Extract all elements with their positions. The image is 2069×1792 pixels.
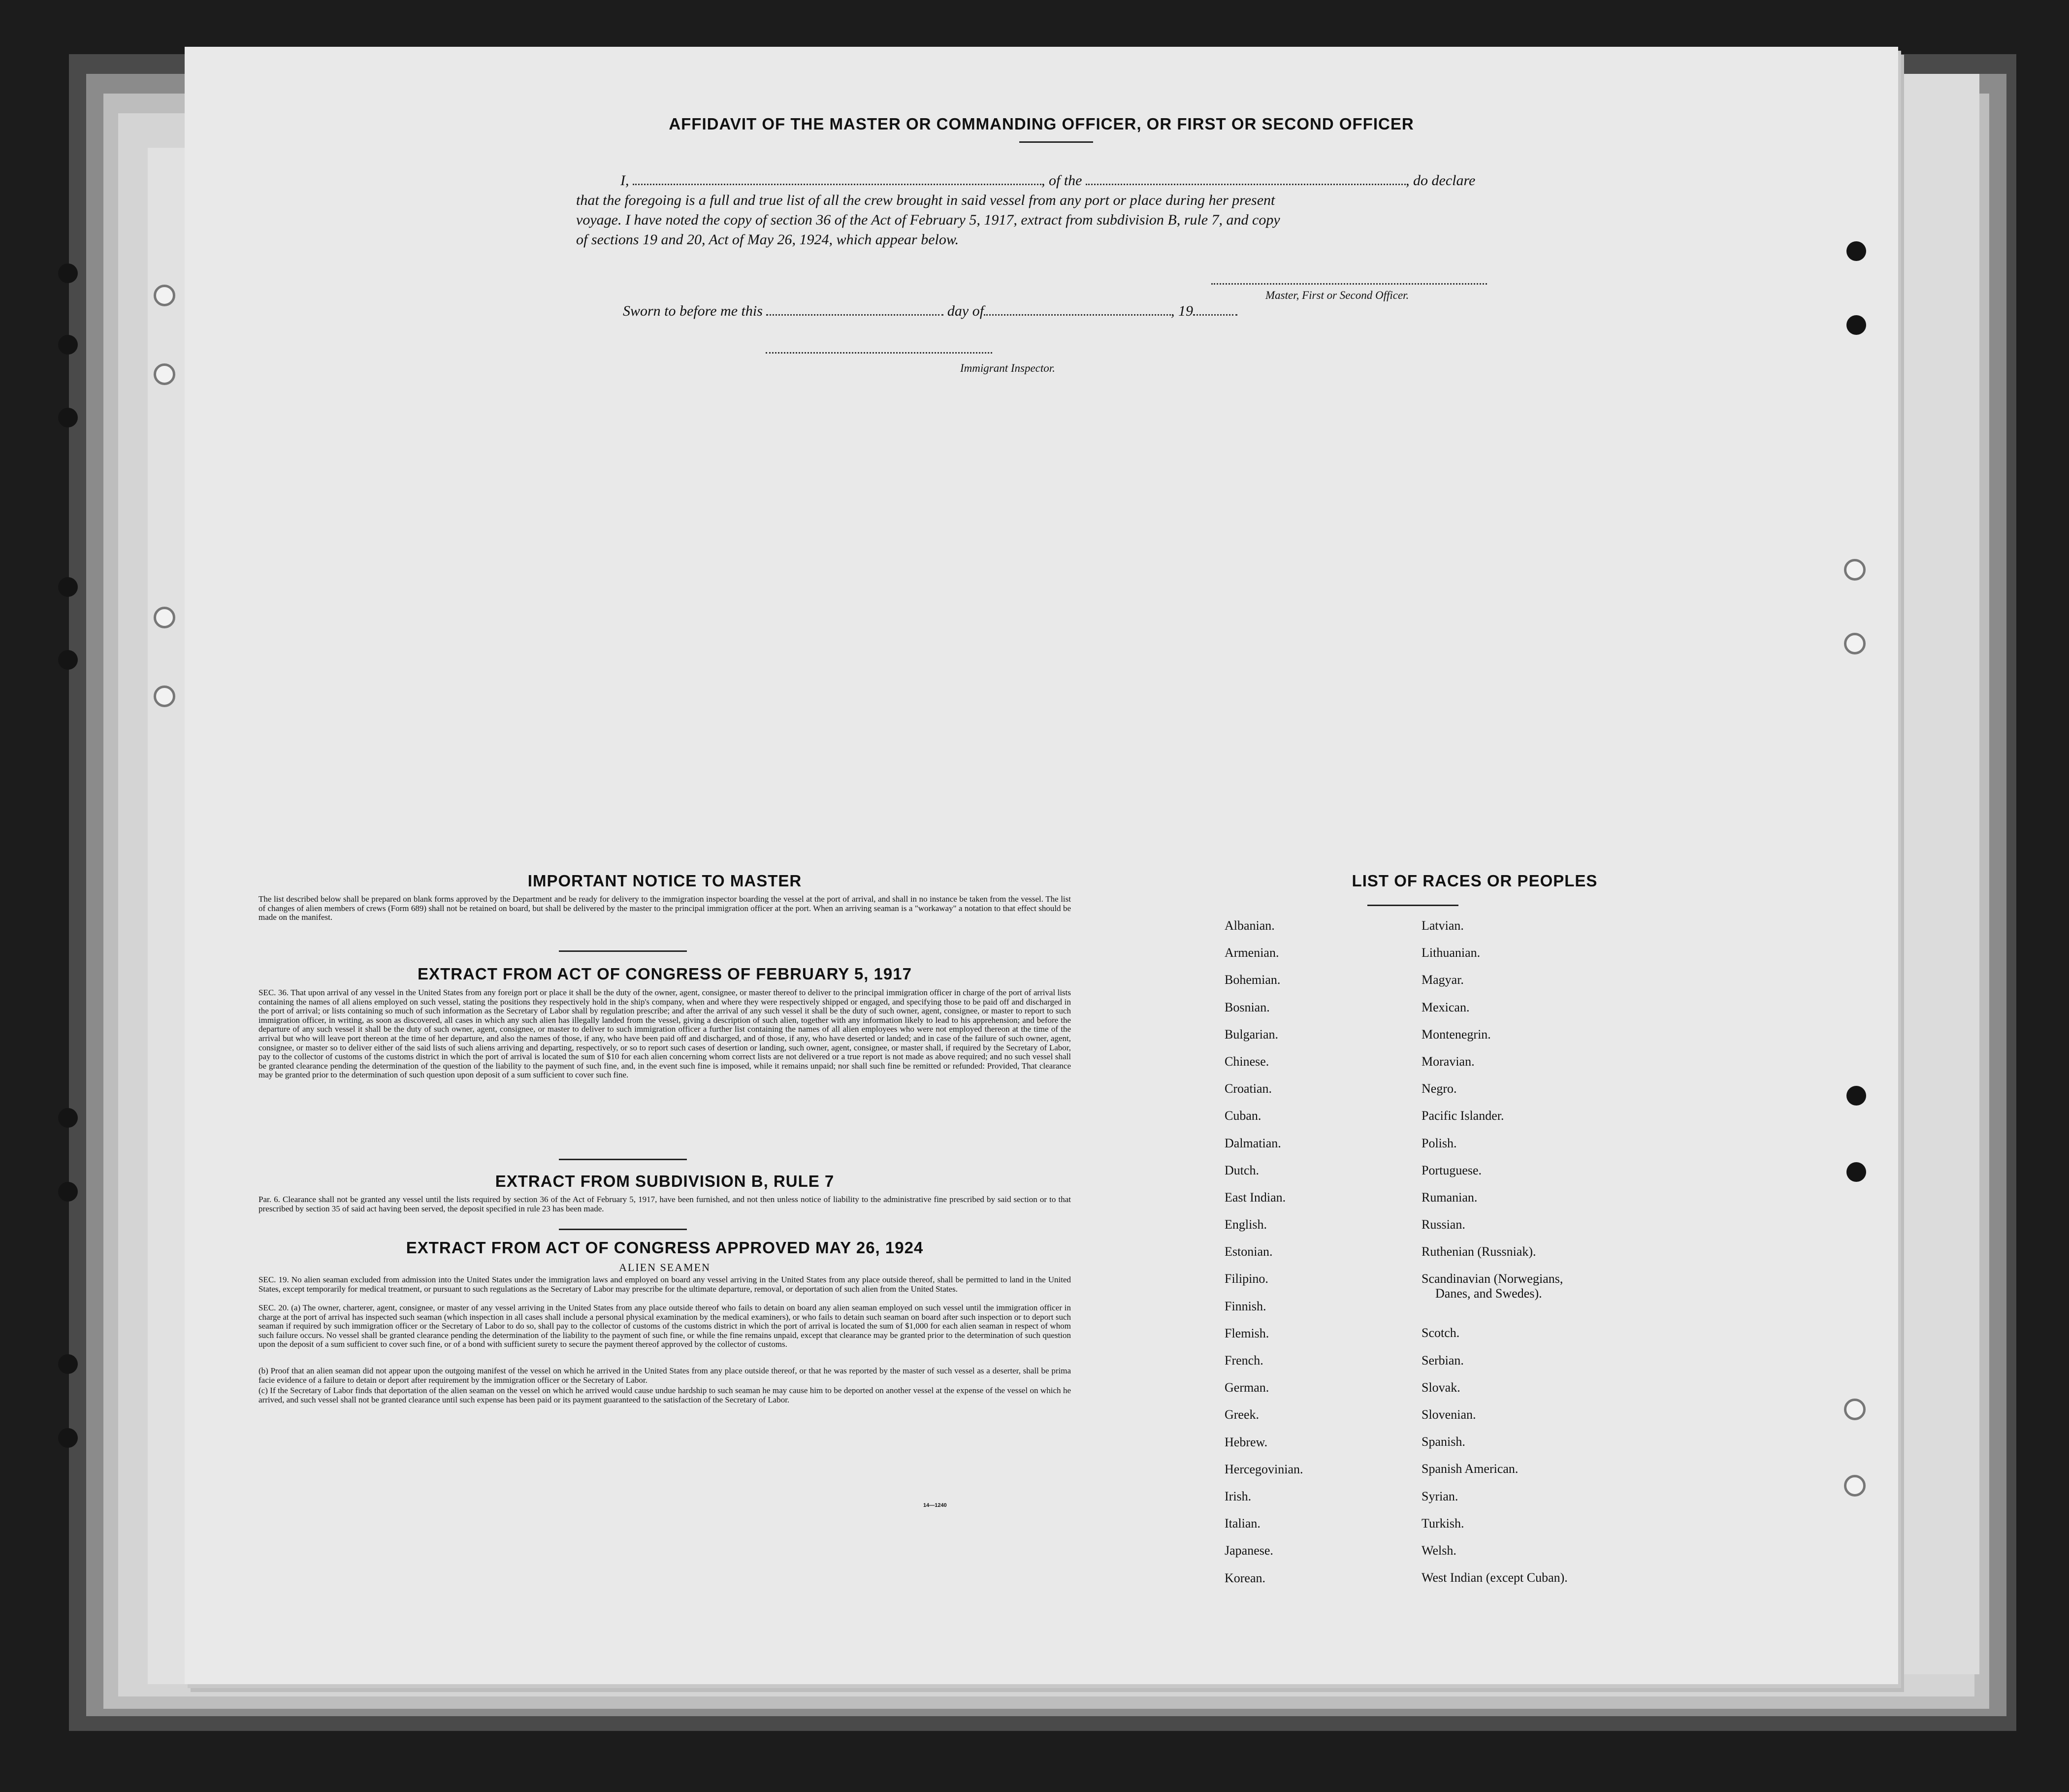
race-item: Bosnian. — [1225, 1000, 1270, 1014]
punch-hole — [1844, 1475, 1866, 1497]
divider — [1367, 905, 1458, 906]
race-item: Polish. — [1422, 1136, 1457, 1150]
extract-1924-sec19: SEC. 19. No alien seaman excluded from admission into the United States under the immigration laws and employed on board any vessel arriving in the United States from any place outside thereof, shall be permitted to land in the United States, except temporarily for medical treatment, or pursuant to such regulations as the Secretary of Labor may prescribe for the ultimate departure, removal, or deportation of such alien from the United States. — [259, 1275, 1071, 1294]
sworn-month-blank[interactable] — [984, 304, 1171, 316]
race-item: Rumanian. — [1422, 1190, 1478, 1205]
race-item: German. — [1225, 1380, 1269, 1395]
race-item: Slovak. — [1422, 1380, 1460, 1395]
race-item: English. — [1225, 1217, 1267, 1232]
sworn-year-blank[interactable] — [1193, 304, 1237, 316]
race-item: Welsh. — [1422, 1543, 1456, 1558]
race-item: Dutch. — [1225, 1163, 1260, 1177]
race-item: Bohemian. — [1225, 973, 1281, 987]
affidavit-line-2: that the foregoing is a full and true list of all the crew brought in said vessel from any port or place during her present — [576, 192, 1275, 208]
race-item: Flemish. — [1225, 1326, 1269, 1340]
sworn-end: , 19 — [1171, 303, 1194, 319]
race-item: Greek. — [1225, 1407, 1260, 1422]
race-item: Scotch. — [1422, 1326, 1460, 1340]
races-title: LIST OF RACES OR PEOPLES — [1352, 872, 1598, 890]
affidavit-line1-mid: , of the — [1041, 172, 1082, 189]
punch-hole — [58, 335, 78, 355]
race-item: Spanish American. — [1422, 1462, 1519, 1476]
punch-hole — [154, 685, 175, 707]
inspector-signature-blank[interactable] — [766, 352, 992, 354]
punch-hole — [1846, 1086, 1866, 1106]
race-item: Pacific Islander. — [1422, 1108, 1504, 1123]
race-item: Moravian. — [1422, 1054, 1475, 1069]
extract-1924-sec20c: (c) If the Secretary of Labor finds that deportation of the alien seaman on the vessel on which he arrived would cause undue hardship to such seaman he may cause him to be deported on another vessel at the expense of the vessel on which he arrived, and such vessel shall not be granted clearance until such expense has been paid or its payment guaranteed to the satisfaction of the Secretary of Labor. — [259, 1386, 1071, 1404]
divider — [559, 950, 687, 952]
sworn-line — [623, 303, 1237, 320]
race-item: Cuban. — [1225, 1108, 1261, 1123]
race-item: Finnish. — [1225, 1299, 1266, 1313]
sworn-start: Sworn to before me this — [623, 303, 763, 319]
affidavit-line-4: of sections 19 and 20, Act of May 26, 1924, which appear below. — [576, 231, 959, 248]
name-blank[interactable] — [633, 174, 1041, 185]
race-item: Negro. — [1422, 1081, 1457, 1096]
extract-1924-sec20a: SEC. 20. (a) The owner, charterer, agent, consignee, or master of any vessel arriving in the United States from any place outside thereof who fails to detain on board any alien seaman employed on such vessel until the immigration officer in charge at the port of arrival has inspected such seaman (which inspection in all cases shall include a personal physical examination by the medical examiners), or who fails to detain such seaman on board after such inspection or to deport such seaman if required by such immigration officer or the Secretary of Labor to do so, shall pay to the collector of customs of the customs district in which the port of arrival is located the sum of $1,000 for each alien seaman in respect of whom such failure occurs. No vessel shall be granted clearance pending the determination of the liability to the payment of such fine, or while the fine remains unpaid, except that clearance may be granted prior to the determination of such question upon the deposit of a sum sufficient to cover such fine, or of a bond with sufficient surety to secure the payment thereof approved by the collector of customs. — [259, 1303, 1071, 1349]
sworn-day-blank[interactable] — [766, 304, 943, 316]
races-column-2 — [1422, 918, 1568, 1597]
race-item: Korean. — [1225, 1570, 1266, 1585]
punch-hole — [154, 607, 175, 628]
race-item: Hercegovinian. — [1225, 1462, 1303, 1476]
alien-seamen-subtitle: ALIEN SEAMEN — [619, 1261, 711, 1273]
race-item — [1422, 1271, 1568, 1326]
race-item: Lithuanian. — [1422, 945, 1481, 960]
races-column-1 — [1225, 918, 1303, 1598]
affidavit-line-1 — [620, 172, 1475, 189]
race-item: Spanish. — [1422, 1434, 1465, 1449]
affidavit-line1-start: I, — [620, 172, 629, 189]
race-item: Turkish. — [1422, 1516, 1464, 1531]
extract-1924-title: EXTRACT FROM ACT OF CONGRESS APPROVED MAY 26, 1924 — [406, 1238, 924, 1257]
race-item: Serbian. — [1422, 1353, 1464, 1368]
signature-blank[interactable] — [1211, 283, 1487, 285]
punch-hole — [58, 1108, 78, 1128]
race-item: Portuguese. — [1422, 1163, 1482, 1177]
punch-hole — [58, 1428, 78, 1448]
race-item: Mexican. — [1422, 1000, 1470, 1014]
race-item: Italian. — [1225, 1516, 1261, 1531]
punch-hole — [1846, 1162, 1866, 1182]
vessel-blank[interactable] — [1086, 174, 1406, 185]
notice-title: IMPORTANT NOTICE TO MASTER — [527, 872, 802, 890]
punch-hole — [154, 363, 175, 385]
punch-hole — [58, 408, 78, 427]
race-item: East Indian. — [1225, 1190, 1286, 1205]
race-item-continuation: Danes, and Swedes). — [1435, 1286, 1542, 1301]
sworn-mid: day of — [947, 303, 984, 319]
punch-hole — [58, 1354, 78, 1374]
race-item: Dalmatian. — [1225, 1136, 1281, 1150]
extract-1917-title: EXTRACT FROM ACT OF CONGRESS OF FEBRUARY 5, 1917 — [418, 965, 912, 983]
punch-hole — [1846, 241, 1866, 261]
race-item: Hebrew. — [1225, 1434, 1268, 1449]
punch-hole — [58, 650, 78, 670]
inspector-caption: Immigrant Inspector. — [960, 362, 1055, 374]
divider — [559, 1159, 687, 1160]
signature-caption: Master, First or Second Officer. — [1265, 289, 1409, 301]
race-item: West Indian (except Cuban). — [1422, 1570, 1568, 1585]
race-item: Latvian. — [1422, 918, 1464, 933]
race-item: Bulgarian. — [1225, 1027, 1279, 1042]
punch-hole — [1844, 1399, 1866, 1420]
race-item: Irish. — [1225, 1489, 1252, 1503]
race-item: Montenegrin. — [1422, 1027, 1491, 1042]
affidavit-line-3: voyage. I have noted the copy of section 36 of the Act of February 5, 1917, extract from subdivision B, rule 7, and copy — [576, 212, 1280, 228]
race-item: Albanian. — [1225, 918, 1275, 933]
rule7-text: Par. 6. Clearance shall not be granted any vessel until the lists required by section 36 of the Act of February 5, 1917, have been furnished, and not then unless notice of liability to the administrative fine prescribed by said section or to that prescribed by section 35 of said act having been served, the deposit specified in rule 23 has been made. — [259, 1195, 1071, 1213]
divider — [1019, 141, 1093, 143]
punch-hole — [58, 577, 78, 597]
notice-text: The list described below shall be prepared on blank forms approved by the Department and be ready for delivery to the immigration inspector boarding the vessel at the port of arrival, and shall in no instance be taken from the vessel. The list of changes of alien members of crews (Form 689) shall not be retained on board, but shall be delivered by the master to the principal immigration officer at the port. When an arriving seaman is a "workaway" a notation to that effect should be made on the manifest. — [259, 894, 1071, 922]
race-item: Armenian. — [1225, 945, 1279, 960]
punch-hole — [154, 285, 175, 306]
punch-hole — [1846, 315, 1866, 335]
rule7-title: EXTRACT FROM SUBDIVISION B, RULE 7 — [495, 1172, 835, 1190]
form-page — [185, 47, 1898, 1684]
extract-1924-sec20b: (b) Proof that an alien seaman did not appear upon the outgoing manifest of the vessel on which he arrived in the United States from any place outside thereof, or that he was reported by the master of such vessel as a deserter, shall be prima facie evidence of a failure to detain or deport after requirement by the immigration officer or the Secretary of Labor. — [259, 1366, 1071, 1385]
extract-1917-text: SEC. 36. That upon arrival of any vessel in the United States from any foreign port or place it shall be the duty of the owner, agent, consignee, or master thereof to deliver to the principal immigration officer in charge of the port of arrival lists containing the names of all aliens employed on such vessel, stating the positions they respectively hold in the ship's company, when and where they were respectively shipped or engaged, and specifying those to be paid off and discharged in the port of arrival; or lists containing so much of such information as the Secretary of Labor shall by regulation prescribe; and after the arrival of any such vessel it shall be the duty of such owner, agent, consignee, or master to report to such immigration officer, in writing, as soon as discovered, all cases in which any such alien has illegally landed from the vessel, giving a description of such alien, together with any information likely to lead to his apprehension; and before the departure of any such vessel it shall be the duty of such owner, agent, consignee, or master to deliver to such immigration officer a further list containing the names of all alien employees who were not employed thereon at the time of the arrival but who will leave port thereon at the time of her departure, and also the names of those, if any, who have been paid off and discharged, and of those, if any, who have deserted or landed; and in case of the failure of such owner, agent, consignee, or master so to deliver either of the said lists of such aliens arriving and departing, respectively, or so to report such cases of desertion or landing, such owner, agent, consignee, or master shall, if required by the Secretary of Labor, pay to the collector of customs of the customs district in which the port of arrival is located the sum of $10 for each alien concerning whom correct lists are not delivered or a true report is not made as above required; and no such vessel shall be granted clearance pending the determination of the question of the liability to the payment of such fine, and, in the event such fine is imposed, while it remains unpaid; nor shall such fine be remitted or refunded: Provided, That clearance may be granted prior to the determination of such question upon deposit of a sum sufficient to cover such fine. — [259, 988, 1071, 1080]
punch-hole — [58, 1182, 78, 1202]
affidavit-line1-end: , do declare — [1406, 172, 1476, 189]
form-number: 14—1240 — [923, 1502, 947, 1508]
punch-hole — [1844, 633, 1866, 654]
race-item: Magyar. — [1422, 973, 1464, 987]
race-item: Ruthenian (Russniak). — [1422, 1244, 1536, 1259]
race-item: Filipino. — [1225, 1271, 1268, 1286]
race-item: Chinese. — [1225, 1054, 1269, 1069]
race-item: Syrian. — [1422, 1489, 1458, 1503]
race-item: Slovenian. — [1422, 1407, 1476, 1422]
affidavit-title: AFFIDAVIT OF THE MASTER OR COMMANDING OFFICER, OR FIRST OR SECOND OFFICER — [669, 115, 1414, 133]
race-item-line: Scandinavian (Norwegians, — [1422, 1271, 1563, 1286]
race-item: Estonian. — [1225, 1244, 1273, 1259]
divider — [559, 1229, 687, 1230]
race-item: Japanese. — [1225, 1543, 1273, 1558]
race-item: French. — [1225, 1353, 1263, 1368]
punch-hole — [1844, 559, 1866, 581]
race-item: Russian. — [1422, 1217, 1465, 1232]
race-item: Croatian. — [1225, 1081, 1272, 1096]
punch-hole — [58, 263, 78, 283]
